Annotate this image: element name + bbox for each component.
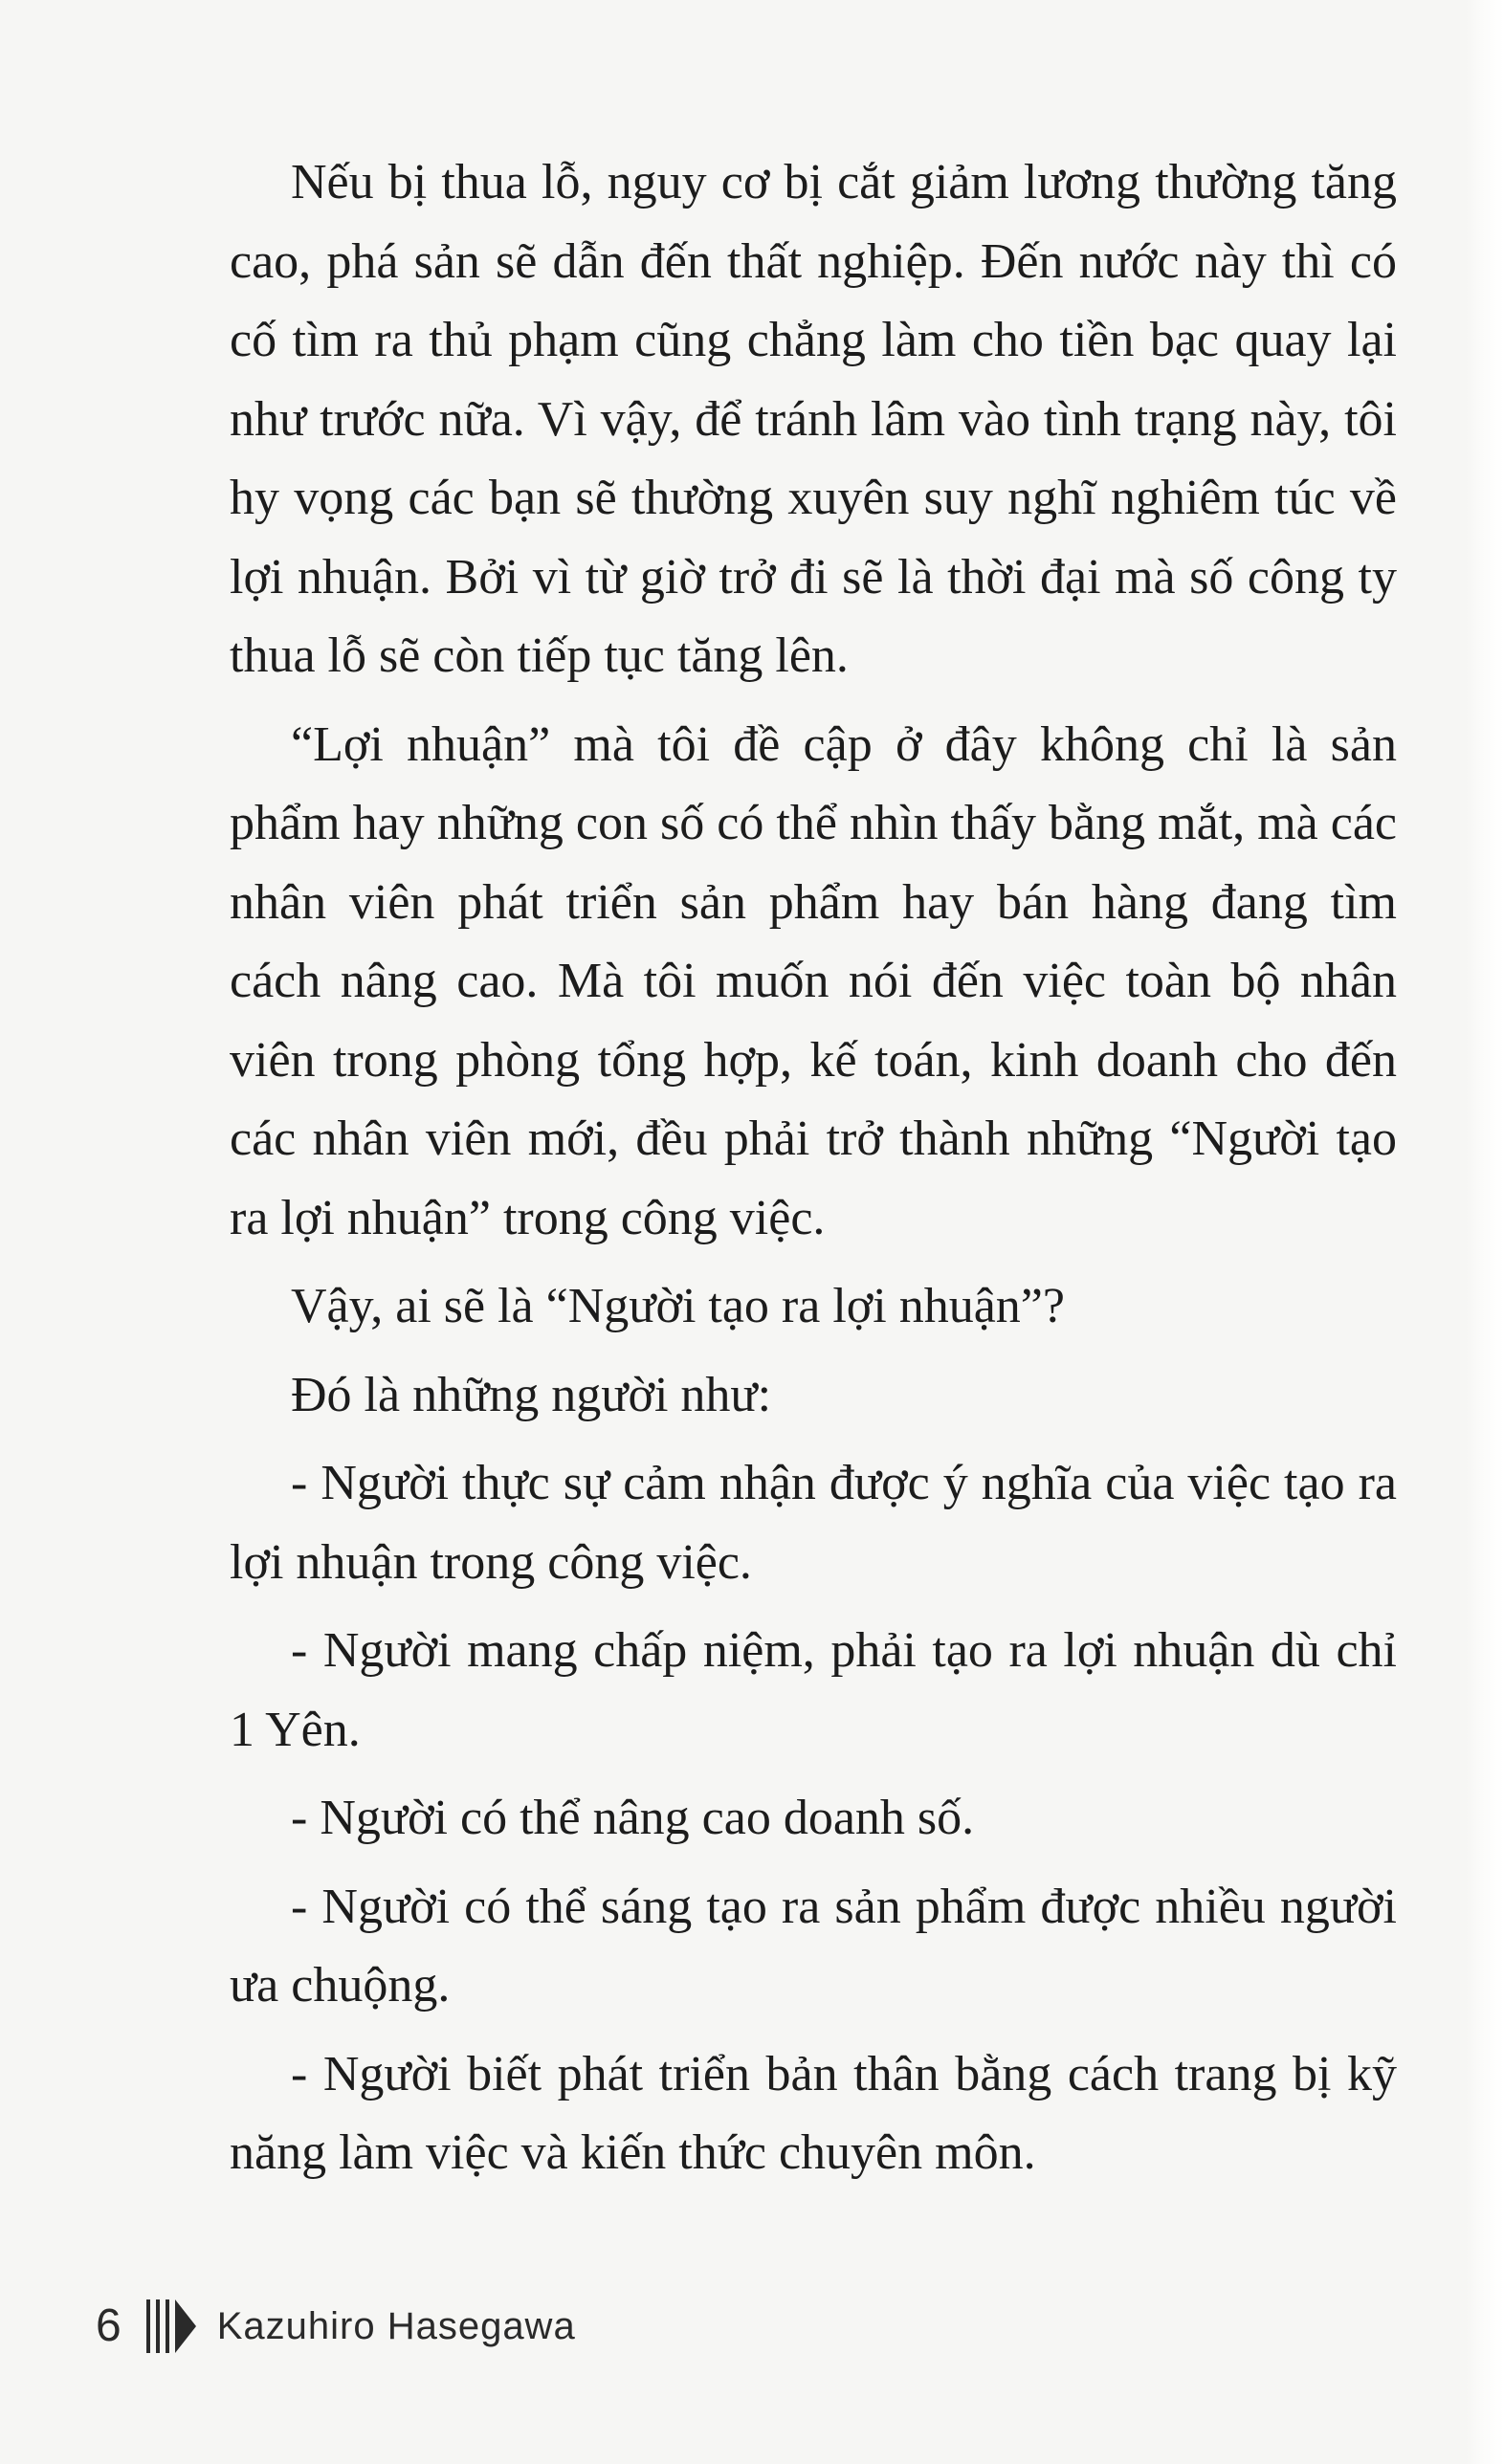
body-text: [230, 143, 1397, 2203]
page-edge: [1466, 0, 1504, 2464]
paragraph: Nếu bị thua lỗ, nguy cơ bị cắt giảm lương thường tăng cao, phá sản sẽ dẫn đến thất nghiệp. Đến nước này thì có cố tìm ra thủ phạm cũng chẳng làm cho tiền bạc quay lại như trước nữa. Vì vậy, để tránh lâm vào tình trạng này, tôi hy vọng các bạn sẽ thường xuyên suy nghĩ nghiêm túc về lợi nhuận. Bởi vì từ giờ trở đi sẽ là thời đại mà số công ty thua lỗ sẽ còn tiếp tục tăng lên.: [230, 155, 1397, 683]
paragraph: Vậy, ai sẽ là “Người tạo ra lợi nhuận”?: [291, 1279, 1065, 1333]
author-name: Kazuhiro Hasegawa: [216, 2305, 576, 2347]
bars-arrow-icon: [146, 2298, 196, 2355]
bullet-item: - Người mang chấp niệm, phải tạo ra lợi nhuận dù chỉ 1 Yên.: [230, 1623, 1397, 1757]
bullet-item: - Người biết phát triển bản thân bằng cách trang bị kỹ năng làm việc và kiến thức chuyên môn.: [230, 2046, 1397, 2180]
bullet-item: - Người có thể nâng cao doanh số.: [291, 1791, 975, 1845]
page-number: 6: [96, 2300, 122, 2351]
paragraph: Đó là những người như:: [291, 1367, 772, 1422]
bullet-item: - Người thực sự cảm nhận được ý nghĩa của việc tạo ra lợi nhuận trong công việc.: [230, 1456, 1397, 1590]
page-footer: [96, 2288, 576, 2365]
paragraph: “Lợi nhuận” mà tôi đề cập ở đây không chỉ là sản phẩm hay những con số có thể nhìn thấy bằng mắt, mà các nhân viên phát triển sản phẩm hay bán hàng đang tìm cách nâng cao. Mà tôi muốn nói đến việc toàn bộ nhân viên trong phòng tổng hợp, kế toán, kinh doanh cho đến các nhân viên mới, đều phải trở thành những “Người tạo ra lợi nhuận” trong công việc.: [230, 716, 1397, 1245]
bullet-item: - Người có thể sáng tạo ra sản phẩm được nhiều người ưa chuộng.: [230, 1879, 1397, 2013]
